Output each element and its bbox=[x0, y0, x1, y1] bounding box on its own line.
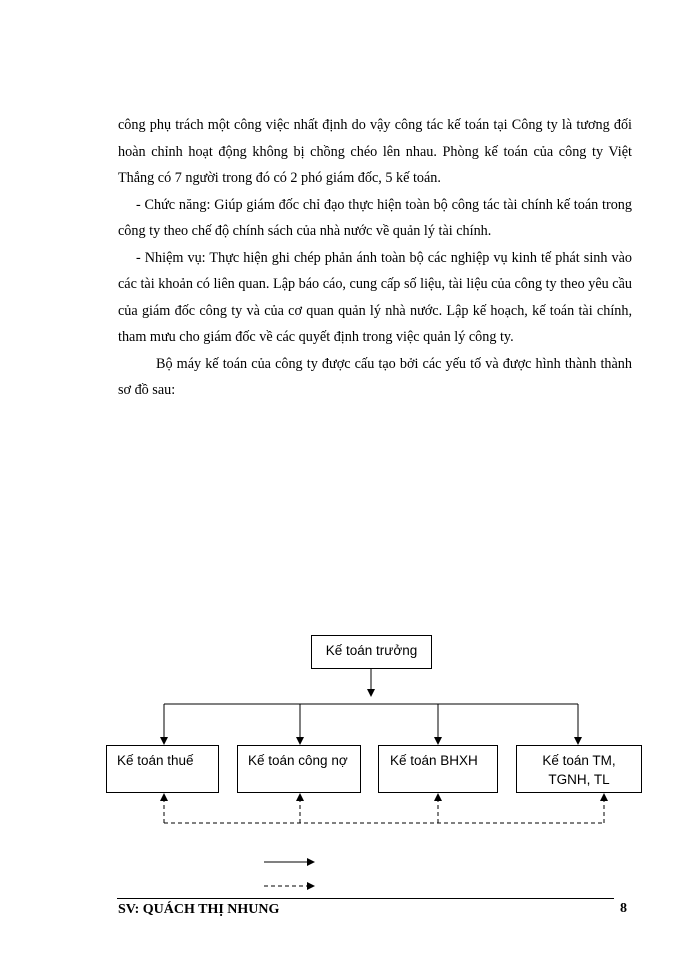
node-ke-toan-truong: Kế toán trưởng bbox=[311, 635, 432, 669]
node-label: Kế toán BHXH bbox=[390, 753, 478, 768]
paragraph-functions: - Chức năng: Giúp giám đốc chỉ đạo thực hiện toàn bộ công tác tài chính kế toán trong công ty theo chế độ chính sách của nhà nước về quản lý tài chính. bbox=[118, 196, 632, 239]
node-ke-toan-bhxh bbox=[378, 745, 498, 793]
node-label: Kế toán thuế bbox=[117, 753, 194, 768]
node-label: Kế toán công nợ bbox=[248, 753, 348, 768]
node-ke-toan-cong-no bbox=[237, 745, 361, 793]
paragraph-duties: - Nhiệm vụ: Thực hiện ghi chép phản ánh toàn bộ các nghiệp vụ kinh tế phát sinh vào các tài khoản có liên quan. Lập báo cáo, cung cấp số liệu, tài liệu của công ty theo yêu cầu của giám đốc công ty và của cơ quan quản lý nhà nước. Lập kế hoạch, kế toán tài chính, tham mưu cho giám đốc về các quyết định trong việc quản lý công ty. bbox=[118, 249, 632, 345]
node-label-line2: TGNH, TL bbox=[548, 772, 610, 787]
footer-divider bbox=[117, 898, 614, 899]
footer-author: SV: QUÁCH THỊ NHUNG bbox=[118, 902, 280, 917]
node-ke-toan-tm-tgnh-tl bbox=[516, 745, 642, 793]
page-number: 8 bbox=[620, 901, 627, 916]
node-label-line1: Kế toán TM, bbox=[542, 753, 616, 768]
node-ke-toan-thue bbox=[106, 745, 219, 793]
paragraph-diagram-intro: Bộ máy kế toán của công ty được cấu tạo bởi các yếu tố và được hình thành thành sơ đồ sau: bbox=[118, 355, 632, 398]
paragraph-continuation: công phụ trách một công việc nhất định do vậy công tác kế toán tại Công ty là tương đối hoàn chỉnh hoạt động không bị chồng chéo lên nhau. Phòng kế toán của công ty Việt Thắng có 7 người trong đó có 2 phó giám đốc, 5 kế toán. bbox=[118, 117, 632, 186]
